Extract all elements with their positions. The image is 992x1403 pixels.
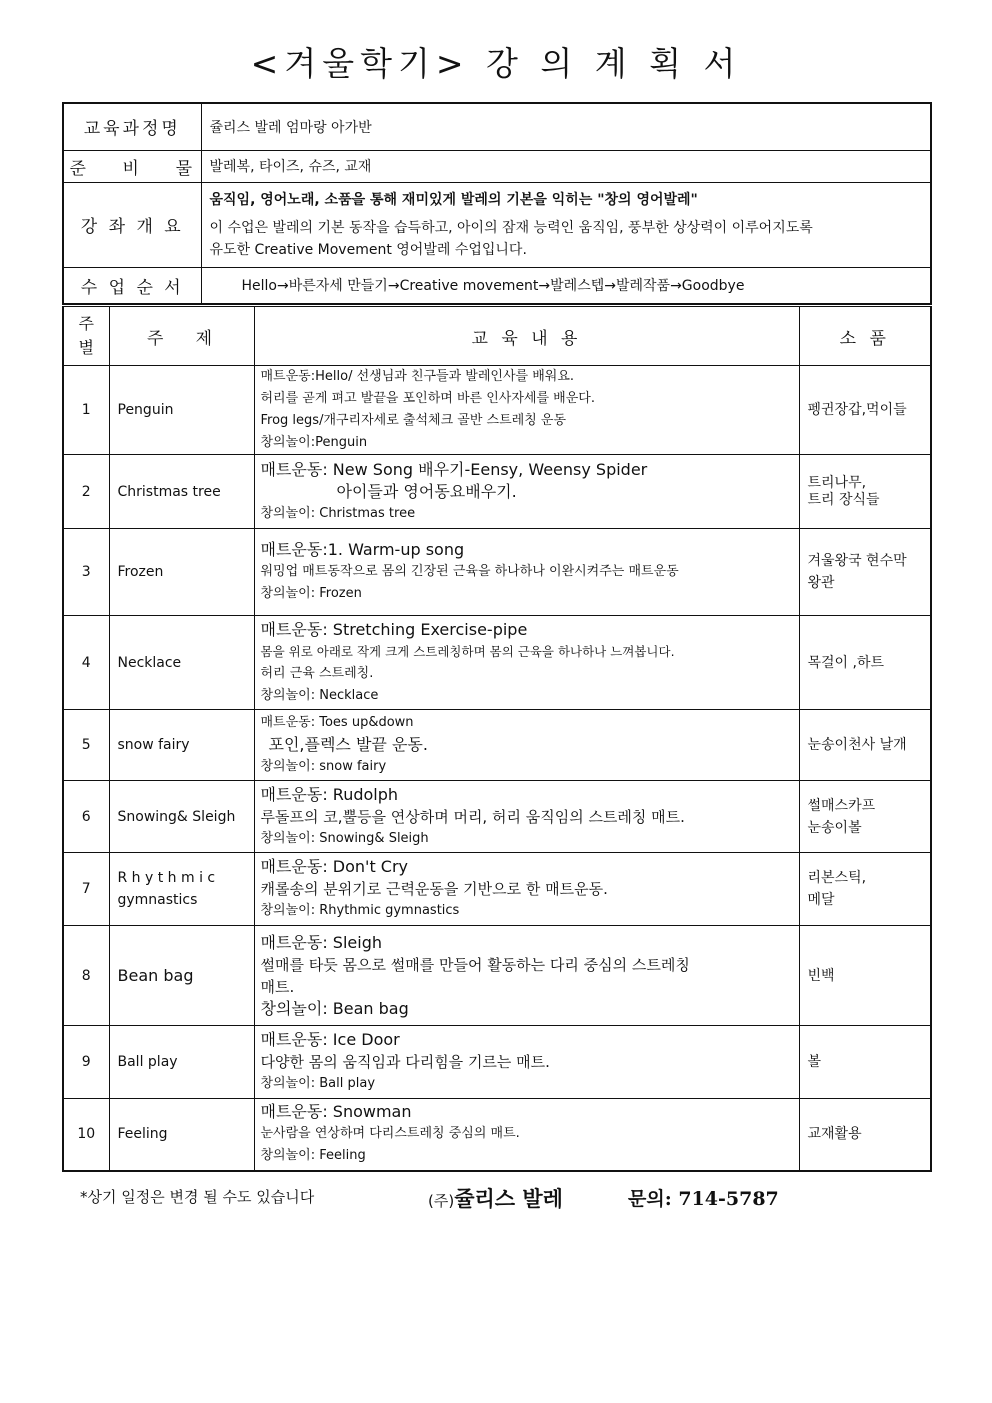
topic-header: 주 제	[109, 307, 254, 366]
overview-text-1: 이 수업은 발레의 기본 동작을 습득하고, 아이의 잠재 능력인 움직임, 풍부한 상상력이 이루어지도록	[209, 219, 813, 236]
content-cell	[254, 1099, 799, 1171]
week-header-2: 별	[78, 338, 94, 357]
table-row	[63, 1026, 931, 1099]
props-line: 리본스틱,	[807, 870, 867, 886]
content-line: 창의놀이: Feeling	[260, 1148, 366, 1164]
company-name	[428, 1183, 563, 1213]
content-line: 허리 근육 스트레칭.	[260, 665, 374, 681]
props-line: 빈백	[807, 967, 835, 984]
sequence-value: Hello→바른자세 만들기→Creative movement→발레스텝→발레작품→Goodbye	[201, 267, 931, 304]
prep-label: 준 비 물	[63, 150, 201, 182]
props-cell	[799, 529, 931, 616]
topic-line: R h y t h m i c	[117, 870, 216, 886]
topic-cell: Frozen	[109, 529, 254, 616]
content-line: 매트운동: Don't Cry	[260, 857, 409, 876]
topic-cell: Christmas tree	[109, 455, 254, 529]
page-title: <겨울학기> 강 의 계 획 서	[250, 44, 742, 83]
content-line: 매트.	[260, 977, 295, 996]
props-line: 썰매스카프	[807, 797, 876, 814]
table-row	[63, 455, 931, 529]
overview-label: 강 좌 개 요	[63, 182, 201, 267]
topic-cell: Ball play	[109, 1026, 254, 1099]
prep-value: 발레복, 타이즈, 슈즈, 교재	[201, 150, 931, 182]
content-line: 창의놀이: Necklace	[260, 687, 379, 703]
table-row	[63, 616, 931, 710]
content-cell	[254, 1026, 799, 1099]
content-line: 창의놀이: Christmas tree	[260, 505, 416, 521]
content-cell	[254, 616, 799, 710]
prep-row	[63, 150, 931, 182]
props-line: 메달	[807, 892, 835, 908]
props-cell	[799, 616, 931, 710]
overview-text-2: 유도한 Creative Movement 영어발레 수업입니다.	[209, 241, 527, 258]
week-number: 3	[63, 529, 109, 616]
props-line: 눈송이볼	[807, 819, 862, 836]
content-line: 매트운동: Rudolph	[260, 784, 399, 804]
topic-line: gymnastics	[117, 892, 198, 908]
content-line: 창의놀이:Penguin	[260, 435, 368, 450]
props-line: 볼	[807, 1054, 822, 1070]
content-cell	[254, 781, 799, 853]
table-row	[63, 710, 931, 781]
overview-cell	[201, 182, 931, 267]
props-line: 목걸이 ,하트	[807, 654, 885, 671]
topic-cell: Snowing& Sleigh	[109, 781, 254, 853]
week-number: 4	[63, 616, 109, 710]
content-line: Frog legs/개구리자세로 출석체크 골반 스트레칭 운동	[260, 413, 567, 428]
table-row	[63, 529, 931, 616]
content-line: 아이들과 영어동요배우기.	[336, 481, 517, 501]
footer	[80, 1186, 779, 1211]
props-line: 눈송이천사 날개	[807, 737, 907, 753]
content-cell	[254, 455, 799, 529]
sequence-label: 수 업 순 서	[63, 267, 201, 304]
props-line: 트리 장식들	[807, 491, 880, 508]
topic-cell: Necklace	[109, 616, 254, 710]
props-header: 소 품	[799, 307, 931, 366]
props-cell	[799, 1099, 931, 1171]
company-prefix: (주)	[428, 1192, 455, 1210]
schedule-header-row	[63, 307, 931, 366]
overview-headline: 움직임, 영어노래, 소품을 통해 재미있게 발레의 기본을 익히는 "창의 영어발레"	[209, 191, 698, 208]
table-row	[63, 926, 931, 1026]
week-header	[63, 307, 109, 366]
week-number: 8	[63, 926, 109, 1026]
sequence-row	[63, 267, 931, 304]
content-line: 캐롤송의 분위기로 근력운동을 기반으로 한 매트운동.	[260, 880, 608, 898]
company-name-text: 쥴리스 발레	[454, 1187, 563, 1211]
schedule-table	[62, 306, 932, 1172]
props-cell	[799, 926, 931, 1026]
props-cell	[799, 455, 931, 529]
week-number: 9	[63, 1026, 109, 1099]
topic-cell: snow fairy	[109, 710, 254, 781]
topic-cell	[109, 853, 254, 926]
content-line: 매트운동:Hello/ 선생님과 친구들과 발레인사를 배워요.	[260, 369, 575, 384]
content-line: 창의놀이: Frozen	[260, 586, 362, 601]
content-line: 창의놀이: Bean bag	[260, 998, 409, 1018]
props-cell	[799, 366, 931, 455]
props-line: 겨울왕국 현수막	[807, 553, 907, 569]
content-cell	[254, 853, 799, 926]
topic-cell: Penguin	[109, 366, 254, 455]
props-line: 왕관	[807, 575, 835, 591]
content-line: 매트운동: Stretching Exercise-pipe	[260, 619, 528, 639]
content-line: 창의놀이: Rhythmic gymnastics	[260, 903, 460, 918]
week-number: 2	[63, 455, 109, 529]
table-row	[63, 781, 931, 853]
content-line: 매트운동: Sleigh	[260, 932, 382, 952]
props-line: 교재활용	[807, 1126, 862, 1143]
props-cell	[799, 1026, 931, 1099]
content-line: 매트운동: New Song 배우기-Eensy, Weensy Spider	[260, 459, 648, 479]
topic-cell: Feeling	[109, 1099, 254, 1171]
content-line: 루돌프의 코,뿔등을 연상하며 머리, 허리 움직임의 스트레칭 매트.	[260, 807, 685, 826]
topic-cell: Bean bag	[109, 926, 254, 1026]
content-cell	[254, 529, 799, 616]
content-header: 교 육 내 용	[254, 307, 799, 366]
content-line: 매트운동: Toes up&down	[260, 715, 414, 730]
course-name-label: 교육과정명	[63, 103, 201, 150]
week-number: 5	[63, 710, 109, 781]
content-line: 매트운동: Snowman	[260, 1102, 412, 1122]
content-cell	[254, 710, 799, 781]
content-line: 매트운동:1. Warm-up song	[260, 540, 465, 559]
table-row	[63, 853, 931, 926]
schedule-change-note: *상기 일정은 변경 될 수도 있습니다	[80, 1188, 315, 1206]
week-number: 6	[63, 781, 109, 853]
course-name-value: 쥴리스 발레 엄마랑 아가반	[201, 103, 931, 150]
content-line: 몸을 위로 아래로 작게 크게 스트레칭하며 몸의 근육을 하나하나 느껴봅니다.	[260, 643, 675, 659]
content-line: 다양한 몸의 움직임과 다리힘을 기르는 매트.	[260, 1053, 550, 1071]
course-name-row	[63, 103, 931, 150]
content-line: 창의놀이: snow fairy	[260, 759, 387, 774]
overview-row	[63, 182, 931, 267]
props-line: 펭귄장갑,먹이들	[807, 402, 907, 418]
week-number: 10	[63, 1099, 109, 1171]
content-cell	[254, 926, 799, 1026]
content-line: 눈사람을 연상하며 다리스트레칭 중심의 매트.	[260, 1126, 520, 1142]
props-line: 트리나무,	[807, 474, 867, 491]
table-row	[63, 366, 931, 455]
props-cell	[799, 853, 931, 926]
table-row	[63, 1099, 931, 1171]
props-cell	[799, 710, 931, 781]
content-line: 허리를 곧게 펴고 발끝을 포인하며 바른 인사자세를 배운다.	[260, 391, 595, 406]
content-line: 매트운동: Ice Door	[260, 1030, 400, 1049]
content-line: 썰매를 타듯 몸으로 썰매를 만들어 활동하는 다리 중심의 스트레칭	[260, 955, 690, 974]
content-cell	[254, 366, 799, 455]
content-line: 창의놀이: Snowing& Sleigh	[260, 830, 429, 846]
week-number: 1	[63, 366, 109, 455]
week-header-1: 주	[78, 314, 94, 333]
props-cell	[799, 781, 931, 853]
week-number: 7	[63, 853, 109, 926]
content-line: 워밍업 매트동작으로 몸의 긴장된 근육을 하나하나 이완시켜주는 매트운동	[260, 564, 679, 579]
contact-phone: 문의: 714-5787	[628, 1188, 779, 1210]
content-line: 포인,플렉스 발끝 운동.	[268, 735, 428, 754]
content-line: 창의놀이: Ball play	[260, 1076, 376, 1091]
course-info-table	[62, 102, 932, 305]
